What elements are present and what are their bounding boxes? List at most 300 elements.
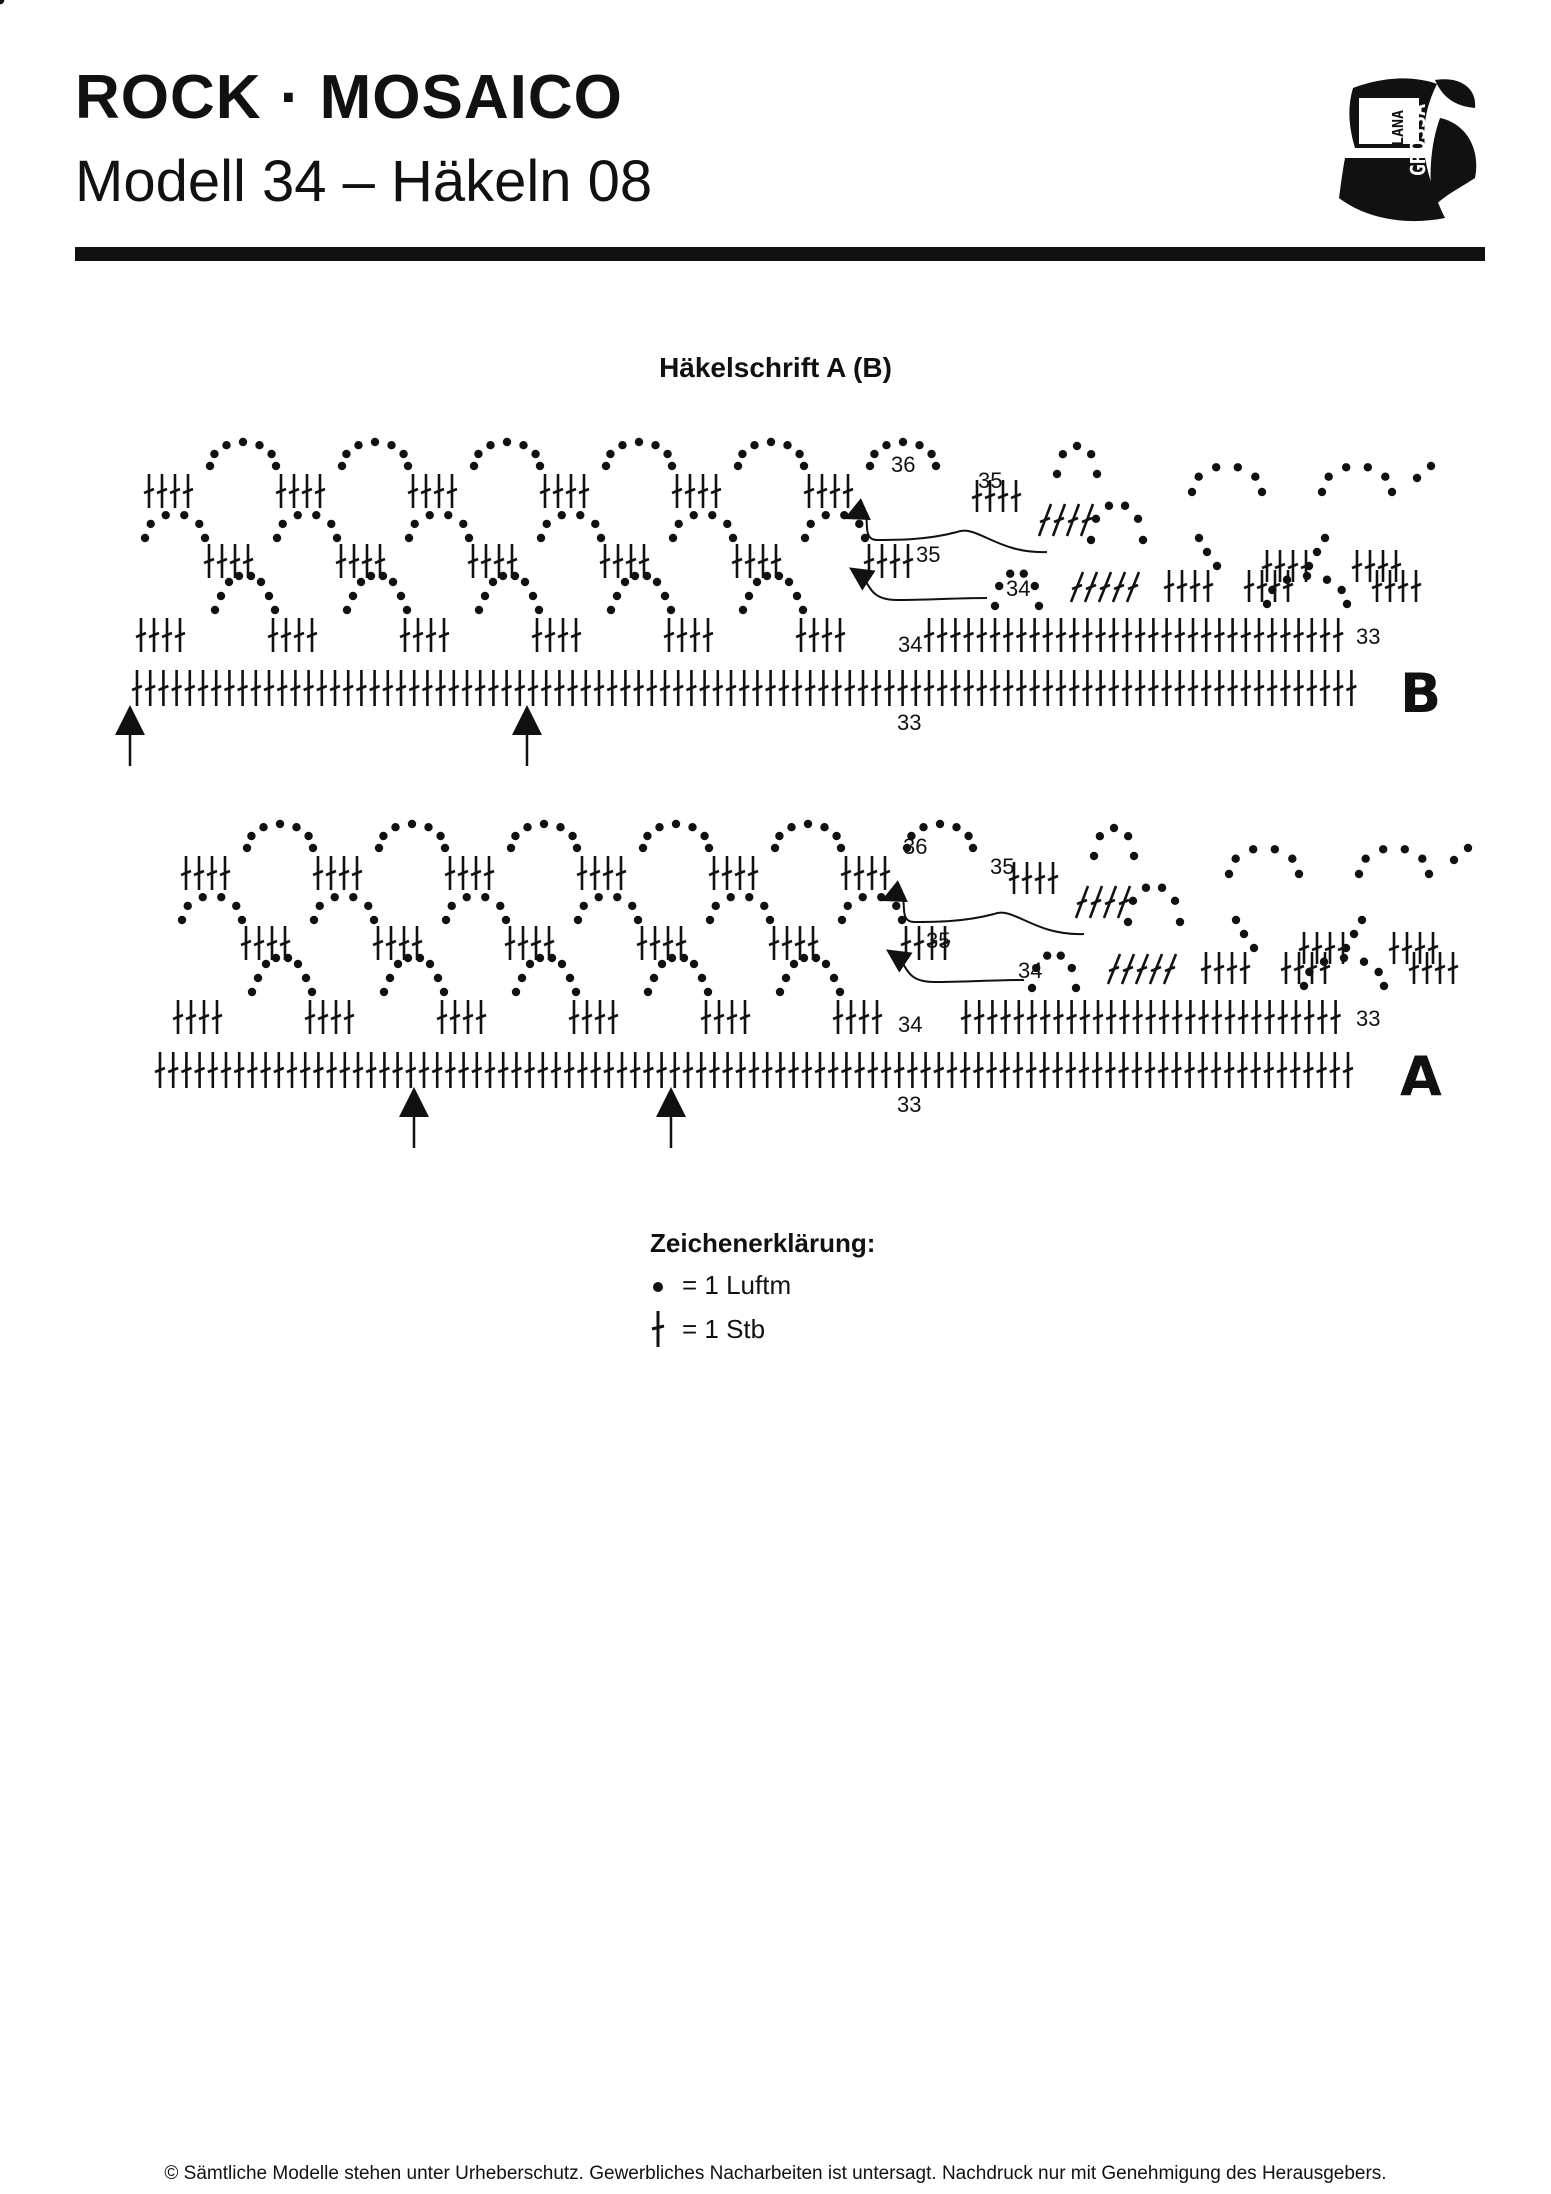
- stitch-stb: [1320, 618, 1330, 652]
- stitch-chain: [690, 511, 698, 519]
- return-path-arrow: [892, 894, 1084, 934]
- stitch-stb: [1415, 932, 1425, 964]
- stitch-chain: [1087, 536, 1095, 544]
- stitch-chain: [580, 902, 588, 910]
- stitch-chain: [745, 893, 753, 901]
- stitch-chain: [1425, 870, 1433, 878]
- stitch-stb: [890, 544, 900, 578]
- stitch-stb: [630, 1052, 640, 1088]
- stitch-chain: [411, 520, 419, 528]
- stitch-stb: [672, 474, 682, 508]
- stitch-stb: [740, 1000, 750, 1034]
- stitch-stb: [528, 670, 538, 706]
- return-path-arrow: [896, 956, 1024, 982]
- stitch-chain: [1188, 488, 1196, 496]
- stitch-stb: [538, 1052, 548, 1088]
- stitch-stb: [1106, 1000, 1116, 1034]
- stitch-stb: [711, 474, 721, 508]
- stitch-stb: [408, 474, 418, 508]
- stitch-stb: [327, 1052, 337, 1088]
- stitch-stb: [833, 1000, 843, 1034]
- stitch-stb: [686, 670, 696, 706]
- stitch-stb: [1133, 1000, 1143, 1034]
- stitch-chain: [232, 902, 240, 910]
- stitch-stb: [349, 544, 359, 578]
- stitch-stb: [1330, 1052, 1340, 1088]
- stitch-stb: [1113, 572, 1125, 602]
- stitch-chain: [837, 844, 845, 852]
- stitch-stb: [1001, 1000, 1011, 1034]
- stitch-chain: [1321, 534, 1329, 542]
- stitch-chain: [621, 578, 629, 586]
- stitch-stb: [264, 670, 274, 706]
- stitch-chain: [771, 844, 779, 852]
- stitch-stb: [136, 618, 146, 652]
- stitch-stb: [261, 1052, 271, 1088]
- stitch-chain: [391, 823, 399, 831]
- stitch-chain: [1096, 832, 1104, 840]
- stitch-stb: [434, 474, 444, 508]
- stitch-stb: [1093, 1000, 1103, 1034]
- stitch-stb: [722, 856, 732, 890]
- stitch-chain: [141, 534, 149, 542]
- stitch-stb: [476, 1000, 486, 1034]
- stitch-stb: [532, 618, 542, 652]
- stitch-stb: [484, 856, 494, 890]
- stitch-stb: [1090, 886, 1102, 918]
- stitch-stb: [471, 856, 481, 890]
- stitch-stb: [553, 474, 563, 508]
- stitch-chain: [370, 916, 378, 924]
- stitch-chain: [760, 902, 768, 910]
- stitch-stb: [162, 618, 172, 652]
- stitch-chain: [558, 960, 566, 968]
- stitch-stb: [1119, 1000, 1129, 1034]
- stitch-stb: [502, 670, 512, 706]
- stitch-stb: [505, 926, 515, 960]
- stitch-stb: [463, 1000, 473, 1034]
- stitch-chain: [206, 462, 214, 470]
- stitch-stb: [779, 670, 789, 706]
- stitch-stb: [313, 856, 323, 890]
- stitch-stb: [1267, 618, 1277, 652]
- stitch-chain: [915, 441, 923, 449]
- row-label-35: 35: [990, 854, 1015, 879]
- stitch-stb: [254, 926, 264, 960]
- stitch-chain: [201, 534, 209, 542]
- stitch-chain: [380, 988, 388, 996]
- stitch-stb: [1081, 504, 1093, 536]
- stitch-chain: [866, 462, 874, 470]
- stitch-stb: [683, 1052, 693, 1088]
- stitch-chain: [1450, 856, 1458, 864]
- stitch-stb: [157, 474, 167, 508]
- stitch-stb: [1011, 480, 1021, 512]
- stitch-stb: [181, 856, 191, 890]
- stitch-stb: [1409, 952, 1419, 984]
- stitch-stb: [566, 474, 576, 508]
- stitch-stb: [696, 1052, 706, 1088]
- stitch-stb: [1251, 1000, 1261, 1034]
- stitch-chain: [1358, 916, 1366, 924]
- stitch-stb: [858, 670, 868, 706]
- stitch-stb: [437, 1000, 447, 1034]
- stitch-stb: [1228, 618, 1238, 652]
- stitch-chain: [1300, 982, 1308, 990]
- stitch-stb: [1372, 570, 1382, 602]
- stitch-chain: [661, 592, 669, 600]
- stitch-stb: [685, 474, 695, 508]
- stitch-stb: [472, 1052, 482, 1088]
- stitch-chain: [1360, 958, 1368, 966]
- stitch-chain: [566, 974, 574, 982]
- stitch-stb: [872, 1000, 882, 1034]
- stitch-stb: [1320, 670, 1330, 706]
- stitch-chain: [217, 592, 225, 600]
- stitch-stb: [383, 670, 393, 706]
- stitch-stb: [1162, 670, 1172, 706]
- stitch-stb: [1214, 618, 1224, 652]
- stitch-stb: [158, 670, 168, 706]
- stitch-stb: [1108, 954, 1120, 984]
- stitch-chain: [822, 511, 830, 519]
- stitch-stb: [1411, 570, 1421, 602]
- stitch-stb: [789, 1052, 799, 1088]
- stitch-chain: [572, 988, 580, 996]
- stitch-stb: [974, 1000, 984, 1034]
- stitch-chain: [1053, 470, 1061, 478]
- chart-label-a: A: [1400, 1045, 1442, 1108]
- stitch-stb: [701, 1000, 711, 1034]
- stitch-stb: [1003, 618, 1013, 652]
- stitch-chain: [712, 902, 720, 910]
- stitch-chain: [882, 441, 890, 449]
- stitch-chain: [995, 582, 1003, 590]
- stitch-stb: [1307, 952, 1317, 984]
- stitch-chain: [519, 441, 527, 449]
- stitch-stb: [809, 618, 819, 652]
- stitch-stb: [540, 474, 550, 508]
- stitch-stb: [1312, 932, 1322, 964]
- stitch-stb: [960, 1052, 970, 1088]
- stitch-chain: [688, 823, 696, 831]
- stitch-chain: [441, 844, 449, 852]
- stitch-chain: [807, 520, 815, 528]
- stitch-chain: [1427, 462, 1435, 470]
- stitch-stb: [1079, 1052, 1089, 1088]
- stitch-stb: [1280, 618, 1290, 652]
- stitch-stb: [149, 618, 159, 652]
- stitch-stb: [1109, 670, 1119, 706]
- stitch-chain: [1250, 944, 1258, 952]
- stitch-chain: [496, 902, 504, 910]
- stitch-stb: [1105, 1052, 1115, 1088]
- stitch-stb: [1043, 618, 1053, 652]
- stitch-stb: [1003, 670, 1013, 706]
- stitch-stb: [1391, 550, 1401, 582]
- stitch-stb: [1056, 618, 1066, 652]
- stitch-stb: [1212, 1000, 1222, 1034]
- stitch-chain: [1092, 515, 1100, 523]
- stitch-stb: [186, 1000, 196, 1034]
- stitch-chain: [1413, 474, 1421, 482]
- stitch-stb: [590, 856, 600, 890]
- stitch-stb: [1201, 670, 1211, 706]
- stitch-stb: [406, 1052, 416, 1088]
- stitch-stb: [247, 1052, 257, 1088]
- page-title: ROCK · MOSAICO: [75, 63, 623, 132]
- stitch-stb: [703, 618, 713, 652]
- stitch-stb: [449, 670, 459, 706]
- stitch-chain: [259, 823, 267, 831]
- stitch-stb: [802, 1052, 812, 1088]
- stitch-chain: [199, 893, 207, 901]
- stitch-stb: [366, 1052, 376, 1088]
- stitch-chain: [254, 974, 262, 982]
- stitch-chain: [426, 960, 434, 968]
- stitch-stb: [426, 618, 436, 652]
- stitch-stb: [1228, 670, 1238, 706]
- stitch-chain: [511, 832, 519, 840]
- stitch-chain: [502, 916, 510, 924]
- stitch-stb: [990, 670, 1000, 706]
- stitch-stb: [145, 670, 155, 706]
- stitch-stb: [571, 618, 581, 652]
- stitch-stb: [868, 1052, 878, 1088]
- stitch-stb: [212, 1000, 222, 1034]
- stitch-stb: [1281, 952, 1291, 984]
- stitch-chain: [1355, 870, 1363, 878]
- stitch-chain: [405, 534, 413, 542]
- stitch-chain: [310, 916, 318, 924]
- stitch-stb: [445, 1052, 455, 1088]
- stitch-stb: [1214, 670, 1224, 706]
- stitch-chain: [836, 988, 844, 996]
- stitch-chain: [639, 844, 647, 852]
- stitch-stb: [343, 670, 353, 706]
- stitch-chain: [838, 916, 846, 924]
- stitch-stb: [1346, 670, 1356, 706]
- stitch-chain: [271, 606, 279, 614]
- stitch-stb: [828, 1052, 838, 1088]
- stitch-chain: [969, 844, 977, 852]
- stitch-stb: [698, 474, 708, 508]
- stitch-chain: [481, 592, 489, 600]
- stitch-chain: [1324, 473, 1332, 481]
- stitch-chain: [343, 606, 351, 614]
- stitch-chain: [1068, 964, 1076, 972]
- stitch-stb: [1303, 1052, 1313, 1088]
- stitch-chain: [1031, 582, 1039, 590]
- stitch-chain: [606, 450, 614, 458]
- stitch-chain: [618, 441, 626, 449]
- stitch-stb: [277, 670, 287, 706]
- stitch-chain: [1374, 968, 1382, 976]
- stitch-chain: [919, 823, 927, 831]
- stitch-stb: [1378, 550, 1388, 582]
- stitch-chain: [635, 438, 643, 446]
- stitch-chain: [613, 893, 621, 901]
- stitch-chain: [1213, 562, 1221, 570]
- stitch-stb: [700, 670, 710, 706]
- stitch-stb: [1175, 670, 1185, 706]
- stitch-chain: [1271, 845, 1279, 853]
- stitch-chain: [704, 988, 712, 996]
- stitch-chain: [830, 974, 838, 982]
- stitch-stb: [723, 1052, 733, 1088]
- stitch-stb: [1104, 886, 1116, 918]
- stitch-chain: [403, 606, 411, 614]
- stitch-stb: [525, 1052, 535, 1088]
- stitch-stb: [481, 544, 491, 578]
- stitch-chain: [327, 520, 335, 528]
- stitch-stb: [1365, 550, 1375, 582]
- stitch-chain: [1343, 600, 1351, 608]
- stitch-chain: [217, 893, 225, 901]
- stitch-chain: [668, 462, 676, 470]
- stitch-stb: [194, 856, 204, 890]
- stitch-chain: [184, 902, 192, 910]
- stitch-stb: [841, 1052, 851, 1088]
- stitch-chain: [775, 832, 783, 840]
- stitch-stb: [1158, 1052, 1168, 1088]
- stitch-chain: [1323, 576, 1331, 584]
- stitch-chain: [1295, 870, 1303, 878]
- chart-b: [0, 0, 1435, 706]
- stitch-stb: [276, 474, 286, 508]
- stitch-stb: [1331, 1000, 1341, 1034]
- stitch-stb: [617, 1052, 627, 1088]
- stitch-chain: [892, 902, 900, 910]
- chart-label-b: B: [1400, 662, 1442, 725]
- row-label-36: 36: [891, 452, 916, 477]
- stitch-chain: [349, 592, 357, 600]
- stitch-chain: [211, 606, 219, 614]
- stitch-chain: [248, 988, 256, 996]
- stitch-chain: [481, 893, 489, 901]
- stitch-chain: [1305, 562, 1313, 570]
- stitch-chain: [1072, 984, 1080, 992]
- stitch-stb: [1294, 618, 1304, 652]
- stitch-stb: [1317, 1000, 1327, 1034]
- stitch-stb: [1402, 932, 1412, 964]
- stitch-stb: [934, 1052, 944, 1088]
- stitch-stb: [647, 670, 657, 706]
- stitch-stb: [1056, 670, 1066, 706]
- stitch-stb: [302, 474, 312, 508]
- stitch-stb: [450, 1000, 460, 1034]
- stitch-chain: [399, 450, 407, 458]
- stitch-stb: [340, 1052, 350, 1088]
- stitch-chain: [535, 606, 543, 614]
- stitch-stb: [1135, 670, 1145, 706]
- stitch-stb: [1214, 952, 1224, 984]
- stitch-stb: [289, 474, 299, 508]
- stitch-stb: [356, 670, 366, 706]
- stitch-stb: [604, 1052, 614, 1088]
- stitch-stb: [664, 618, 674, 652]
- stitch-chain: [738, 450, 746, 458]
- stitch-stb: [1069, 670, 1079, 706]
- stitch-stb: [175, 618, 185, 652]
- stitch-chain: [591, 520, 599, 528]
- stitch-stb: [1030, 618, 1040, 652]
- stitch-chain: [708, 511, 716, 519]
- stitch-stb: [1224, 1052, 1234, 1088]
- stitch-stb: [977, 618, 987, 652]
- stitch-chain: [1124, 832, 1132, 840]
- stitch-stb: [818, 670, 828, 706]
- stitch-stb: [1000, 1052, 1010, 1088]
- stitch-stb: [914, 926, 924, 960]
- stitch-stb: [1150, 954, 1162, 984]
- stitch-chain: [316, 902, 324, 910]
- stitch-stb: [439, 618, 449, 652]
- stitch-chain: [397, 592, 405, 600]
- stitch-stb: [670, 1052, 680, 1088]
- stitch-chain: [302, 974, 310, 982]
- stitch-chain: [338, 462, 346, 470]
- stitch-chain: [739, 606, 747, 614]
- stitch-stb: [603, 856, 613, 890]
- return-path-arrow: [859, 574, 987, 600]
- stitch-stb: [616, 856, 626, 890]
- row-label-35: 35: [978, 468, 1003, 493]
- stitch-stb: [1389, 932, 1399, 964]
- stitch-chain: [180, 511, 188, 519]
- stitch-stb: [924, 618, 934, 652]
- stitch-chain: [247, 832, 255, 840]
- stitch-chain: [536, 462, 544, 470]
- stitch-stb: [208, 1052, 218, 1088]
- stitch-stb: [234, 1052, 244, 1088]
- stitch-chain: [273, 534, 281, 542]
- stitch-stb: [1096, 618, 1106, 652]
- stitch-stb: [1016, 670, 1026, 706]
- stitch-stb: [1016, 618, 1026, 652]
- stitch-stb: [871, 670, 881, 706]
- stitch-stb: [1171, 1052, 1181, 1088]
- svg-text:LANA: LANA: [1389, 109, 1407, 147]
- stitch-stb: [353, 1052, 363, 1088]
- stitch-stb: [1307, 618, 1317, 652]
- stitch-chain: [1418, 855, 1426, 863]
- stitch-stb: [432, 1052, 442, 1088]
- stitch-chain: [675, 520, 683, 528]
- stitch-stb: [1291, 1000, 1301, 1034]
- stitch-chain: [512, 988, 520, 996]
- stitch-stb: [1211, 1052, 1221, 1088]
- stitch-chain: [294, 960, 302, 968]
- stitch-stb: [690, 618, 700, 652]
- stitch-chain: [663, 450, 671, 458]
- stitch-stb: [1185, 1000, 1195, 1034]
- stitch-chain: [556, 823, 564, 831]
- stitch-stb: [1283, 570, 1293, 602]
- stitch-stb: [907, 1052, 917, 1088]
- stitch-stb: [1241, 670, 1251, 706]
- stitch-stb: [987, 1000, 997, 1034]
- stitch-stb: [805, 670, 815, 706]
- stitch-stb: [400, 618, 410, 652]
- stitch-stb: [217, 544, 227, 578]
- stitch-stb: [1071, 572, 1083, 602]
- stitch-chain: [312, 511, 320, 519]
- stitch-stb: [313, 1052, 323, 1088]
- double-crochet-icon: [650, 1309, 676, 1349]
- stitch-stb: [331, 1000, 341, 1034]
- stitch-stb: [634, 670, 644, 706]
